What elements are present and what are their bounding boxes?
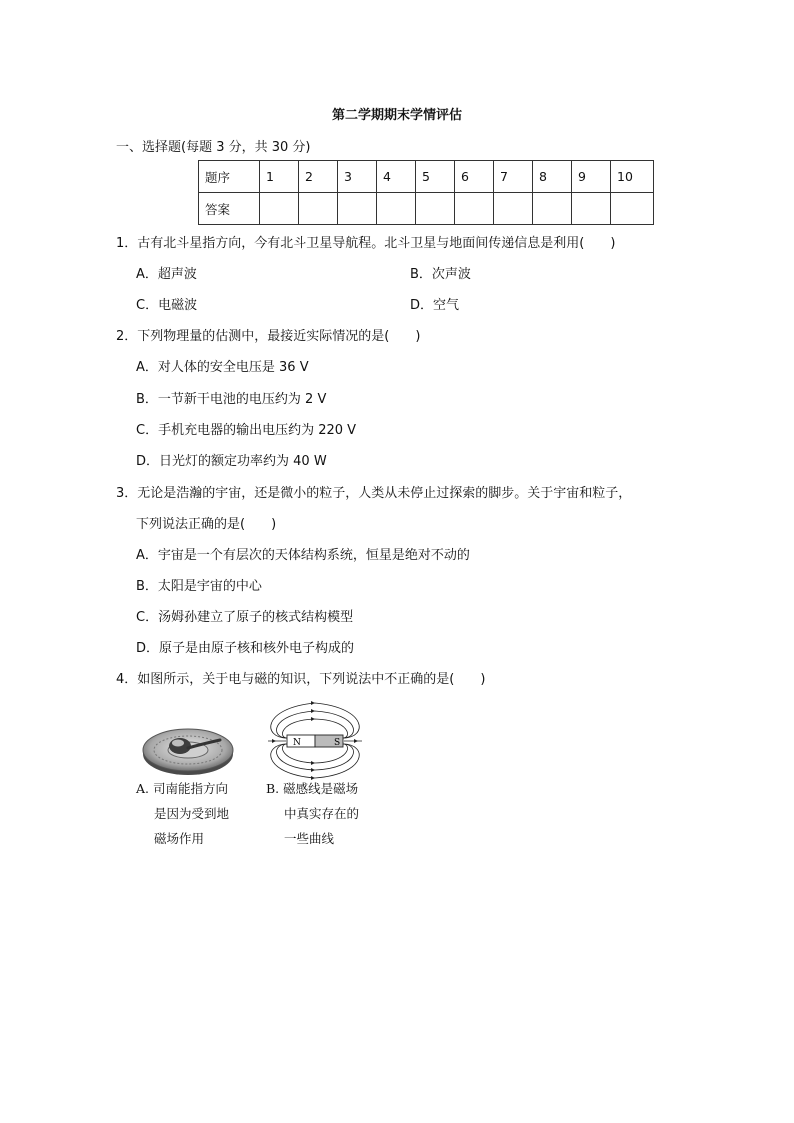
figure-b-caption-line2: 中真实存在的: [284, 806, 360, 821]
answer-cell[interactable]: [533, 193, 572, 225]
question-3-stem-line1: 3．无论是浩瀚的宇宙，还是微小的粒子，人类从未停止过探索的脚步。关于宇宙和粒子，: [116, 486, 632, 501]
question-number: 5: [416, 161, 455, 193]
answer-cell[interactable]: [260, 193, 299, 225]
question-1-stem: 1．古有北斗星指方向，今有北斗卫星导航程。北斗卫星与地面间传递信息是利用( ): [116, 236, 616, 251]
question-4-stem: 4．如图所示，关于电与磁的知识，下列说法中不正确的是( ): [116, 672, 486, 687]
table-row-label: 答案: [199, 193, 260, 225]
question-number: 6: [455, 161, 494, 193]
answer-cell[interactable]: [299, 193, 338, 225]
question-number: 3: [338, 161, 377, 193]
page-title: 第二学期期末学情评估: [331, 108, 462, 123]
question-1-option-c: C．电磁波: [136, 298, 198, 313]
section-heading: 一、选择题(每题 3 分，共 30 分): [116, 140, 311, 155]
question-3-option-a: A．宇宙是一个有层次的天体结构系统，恒星是绝对不动的: [136, 548, 470, 563]
magnet-north-label: N: [293, 738, 301, 748]
question-number: 9: [572, 161, 611, 193]
question-2-option-a: A．对人体的安全电压是 36 V: [136, 360, 309, 375]
answer-cell[interactable]: [416, 193, 455, 225]
answer-cell[interactable]: [455, 193, 494, 225]
question-1-option-b: B．次声波: [410, 267, 471, 282]
figure-a-caption-line3: 磁场作用: [154, 831, 205, 846]
bar-magnet-field-lines-diagram: [266, 700, 364, 780]
answer-cell[interactable]: [611, 193, 654, 225]
question-2-stem: 2．下列物理量的估测中，最接近实际情况的是( ): [116, 329, 421, 344]
question-2-option-b: B．一节新干电池的电压约为 2 V: [136, 392, 327, 407]
figure-b-caption-line1: B. 磁感线是磁场: [266, 781, 359, 796]
question-3-stem-line2: 下列说法正确的是( ): [136, 517, 277, 532]
question-3-option-d: D．原子是由原子核和核外电子构成的: [136, 641, 355, 656]
question-number: 4: [377, 161, 416, 193]
answer-cell[interactable]: [377, 193, 416, 225]
table-row-label: 题序: [199, 161, 260, 193]
figure-a-caption-line1: A. 司南能指方向: [136, 781, 228, 796]
answer-cell[interactable]: [572, 193, 611, 225]
question-2-option-c: C．手机充电器的输出电压约为 220 V: [136, 423, 357, 438]
question-number: 7: [494, 161, 533, 193]
sinan-compass-icon: [140, 712, 240, 778]
question-number: 1: [260, 161, 299, 193]
answer-table: [198, 160, 654, 225]
answer-table-header-row: [199, 161, 654, 193]
question-number: 8: [533, 161, 572, 193]
question-2-option-d: D．日光灯的额定功率约为 40 W: [136, 454, 327, 469]
answer-cell[interactable]: [494, 193, 533, 225]
question-3-option-b: B．太阳是宇宙的中心: [136, 579, 262, 594]
question-number: 10: [611, 161, 654, 193]
question-number: 2: [299, 161, 338, 193]
figure-b-caption-line3: 一些曲线: [284, 831, 335, 846]
answer-cell[interactable]: [338, 193, 377, 225]
answer-table-answer-row: [199, 193, 654, 225]
figure-a-caption-line2: 是因为受到地: [154, 806, 230, 821]
question-1-option-a: A．超声波: [136, 267, 197, 282]
magnet-south-label: S: [334, 738, 341, 748]
question-3-option-c: C．汤姆孙建立了原子的核式结构模型: [136, 610, 354, 625]
question-1-option-d: D．空气: [410, 298, 460, 313]
